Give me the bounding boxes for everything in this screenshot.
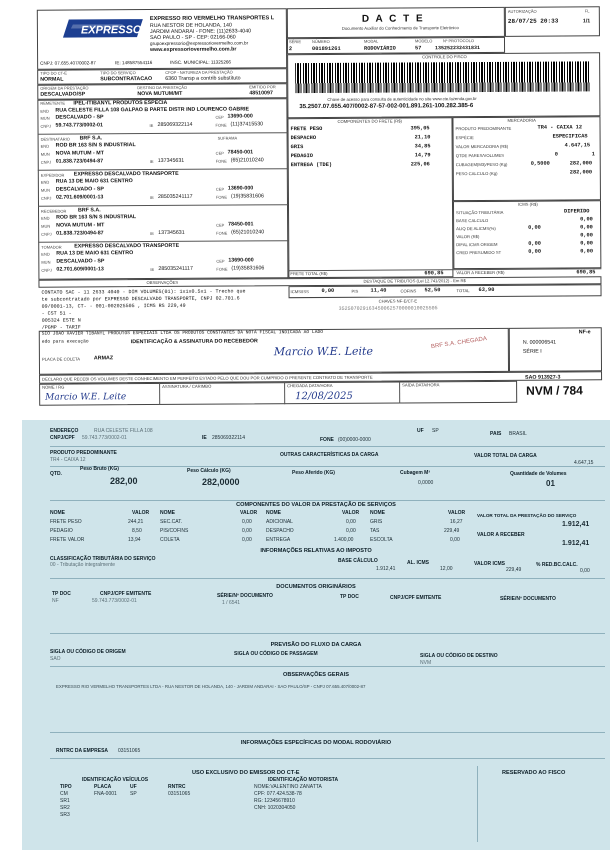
b-comp-cell: DESPACHO bbox=[266, 528, 294, 534]
b-valor-icms: 229,49 bbox=[506, 567, 522, 573]
base-calc: 0,00 bbox=[580, 216, 593, 223]
comp-name: DESPACHO bbox=[290, 135, 317, 142]
nota-fiscal2: edo para execução bbox=[41, 339, 89, 345]
folha: 1/1 bbox=[582, 18, 591, 25]
nfe-label: NF-e bbox=[578, 329, 591, 336]
placa: ARMAZ bbox=[93, 355, 114, 362]
b-classif: 00 - Tributação integralmente bbox=[50, 562, 116, 568]
b-comp-cell: 0,00 bbox=[242, 519, 252, 525]
b-comp-cell: 13,94 bbox=[128, 537, 141, 543]
b-docs-head: SÉRIE/Nº DOCUMENTO bbox=[217, 593, 273, 599]
b-docs-head: SÉRIE/Nº DOCUMENTO bbox=[500, 596, 556, 602]
cofins: 52,50 bbox=[424, 287, 441, 294]
b-veic-head: UF bbox=[130, 784, 137, 790]
destino: NOVA MUTUM/MT bbox=[137, 90, 183, 98]
b-comp-table bbox=[50, 510, 470, 550]
b-veic-cell: 03151065 bbox=[168, 791, 191, 797]
tomador-end: RUA 13 DE MAIO 631 CENTRO bbox=[56, 250, 134, 257]
b-endereco: RUA CELESTE FILLA 108 bbox=[94, 428, 153, 434]
situacao: DIFERIDO bbox=[564, 208, 590, 215]
recebedor-title: RECEBEDOR bbox=[41, 208, 67, 214]
b-comp-cell: PEDAGIO bbox=[50, 528, 73, 534]
b-comp-cell: COLETA bbox=[160, 537, 180, 543]
frete-total: 690,85 bbox=[424, 270, 444, 277]
chegada: 12/08/2025 bbox=[295, 390, 353, 403]
b-comp-cell: ENTREGA bbox=[266, 537, 291, 543]
b-comp-cell: 244,21 bbox=[128, 519, 144, 525]
b-comp-cell: 0,00 bbox=[346, 528, 356, 534]
recebedor-cep: 78450-001 bbox=[228, 221, 254, 228]
b-uso-title: USO EXCLUSIVO DO EMISSOR DO CT-E bbox=[192, 770, 300, 776]
b-comp-cell: 16,27 bbox=[450, 519, 463, 525]
company-cnpj: CNPJ: 07.655.407/0002-87 bbox=[40, 60, 96, 66]
b-mot-cpf: CPF: 077.424.538-78 bbox=[254, 791, 302, 797]
b-obs-title: OBSERVAÇÕES GERAIS bbox=[283, 672, 349, 678]
chave: 35.2507.07.655.407/0002-87-57-002-001.891.261-100.282.385-6 bbox=[299, 103, 474, 111]
obs-text4: - CST 51 - bbox=[41, 310, 72, 317]
b-rntrc-label: RNTRC DA EMPRESA bbox=[56, 748, 109, 754]
b-peso-aferido-label: Peso Aferido (KG) bbox=[292, 470, 335, 476]
origem: DESCALVADO/SP bbox=[40, 91, 86, 98]
b-qtd-label: QTD. bbox=[50, 471, 62, 477]
company-ie: IE: 148587554116 bbox=[115, 60, 153, 66]
signature: Marcio W.E. Leite bbox=[273, 344, 373, 359]
serie: 2 bbox=[289, 46, 293, 53]
destinatario-cnpj: 01.838.723/0494-87 bbox=[55, 158, 104, 165]
b-valor-total-carga-label: VALOR TOTAL DA CARGA bbox=[474, 453, 537, 459]
assinatura-label: ASSINATURA / CARIMBO bbox=[162, 383, 212, 389]
b-fone-label: FONE bbox=[320, 437, 334, 443]
b-modal-title: INFORMAÇÕES ESPECÍFICAS DO MODAL RODOVIÁRIO bbox=[240, 740, 392, 746]
serie-label: SÉRIE bbox=[288, 39, 302, 45]
b-valor-receber: 1.912,41 bbox=[562, 540, 590, 547]
b-comp-cell: ADICIONAL bbox=[266, 519, 293, 525]
b-peso-bruto: 282,00 bbox=[110, 476, 138, 486]
modelo-label: MODELO bbox=[414, 38, 433, 44]
b-comp-cell: ESCOLTA bbox=[370, 537, 393, 543]
cfop: 6360 Transp a contrib substituto bbox=[165, 75, 241, 82]
logo-text: EXPRESSO bbox=[80, 24, 142, 37]
comp-name: FRETE PESO bbox=[290, 125, 323, 133]
recebedor-nome: BRF S.A. bbox=[78, 207, 101, 214]
cubagem-label: CUBAGEM(M3)/PESO (Kg) bbox=[455, 161, 508, 168]
b-comp-cell: 0,00 bbox=[450, 537, 460, 543]
aliq-value: 0,00 bbox=[580, 224, 593, 231]
b-fluxo-title: PREVISÃO DO FLUXO DA CARGA bbox=[270, 642, 362, 648]
company-name: EXPRESSO RIO VERMELHO TRANSPORTES L bbox=[149, 15, 275, 23]
controle-fisco: CONTROLE DO FISCO bbox=[422, 54, 467, 60]
obs-text5: 005324 ESTE N bbox=[41, 317, 81, 324]
cred-a: 0,00 bbox=[528, 248, 542, 255]
tomador-fone: (19)35831606 bbox=[231, 265, 265, 272]
b-red-label: % RED.BC.CALC. bbox=[536, 562, 578, 568]
nfe-serie: SÉRIE I bbox=[522, 348, 542, 355]
b-veic-cell: SR1 bbox=[60, 798, 70, 804]
b-comp-cell: FRETE VALOR bbox=[50, 537, 85, 543]
destinatario-ie: 137345631 bbox=[157, 157, 185, 164]
nome-rg-label: NOME / RG bbox=[42, 384, 65, 390]
b-comp-head: VALOR bbox=[132, 510, 150, 516]
b-produto-label: PRODUTO PREDOMINANTE bbox=[50, 450, 117, 456]
remetente-nome: IPEL-ITIBANYL PRODUTOS ESPECIA bbox=[73, 99, 168, 107]
base-calc-label: BASE CALCULO bbox=[456, 217, 489, 224]
b-valor-total-carga: 4.647,15 bbox=[574, 460, 594, 466]
comp-value: 225,06 bbox=[410, 161, 430, 168]
company-address1: RUA NESTOR DE HOLANDA, 140 bbox=[149, 22, 232, 30]
tomador-nome: EXPRESSO DESCALVADO TRANSPORTE bbox=[74, 242, 180, 250]
b-classif-label: CLASSIFICAÇÃO TRIBUTÁRIA DO SERVIÇO bbox=[50, 556, 156, 562]
desc-a: 0,00 bbox=[528, 240, 541, 247]
b-ie: 285069322114 bbox=[212, 435, 245, 441]
obs-title: OBSERVAÇÕES bbox=[146, 279, 179, 286]
b-ie-label: IE bbox=[202, 435, 207, 441]
b-veic-cell: FNA-0001 bbox=[94, 791, 117, 797]
b-peso-calc: 282,0000 bbox=[202, 477, 240, 487]
aliq-label: ALIQ DE ALICMS(%) bbox=[456, 225, 496, 232]
b-comp-head: NOME bbox=[160, 510, 175, 516]
pis: 11,40 bbox=[370, 287, 387, 294]
b-fluxo-origem-label: SIGLA OU CÓDIGO DE ORIGEM bbox=[50, 649, 126, 655]
b-comp-head: VALOR bbox=[342, 510, 360, 516]
qtde-label: QTDE PARES/VOLUMES bbox=[455, 152, 505, 159]
b-cubagem: 0,0000 bbox=[418, 480, 434, 486]
b-comp-head: VALOR bbox=[448, 510, 466, 516]
tomador-ie: 285035241117 bbox=[158, 265, 193, 272]
icms-title: ICMS (R$) bbox=[517, 201, 538, 207]
chegada-label: CHEGADA DATA/HORA bbox=[287, 382, 333, 389]
especie-label: ESPÉCIE bbox=[455, 135, 474, 141]
frete-total-label: FRETE TOTAL (R$) bbox=[290, 270, 328, 277]
b-comp-head: VALOR bbox=[240, 510, 258, 516]
tributos-row bbox=[288, 284, 601, 298]
b-base-calc: 1.912,41 bbox=[376, 566, 396, 572]
total: 63,90 bbox=[478, 286, 495, 294]
dacte-subtitle: Documento Auxiliar do Conhecimento de Transporte Eletrônico bbox=[341, 25, 459, 31]
emitido-label: EMITIDO POR bbox=[249, 84, 276, 90]
valor-icms-label: VALOR (R$) bbox=[456, 234, 480, 240]
b-pais: BRASIL bbox=[509, 431, 527, 437]
b-docs-cell: 59.743.773/0002-01 bbox=[92, 598, 137, 604]
nome-rg: Marcio W.E. Leite bbox=[45, 392, 127, 403]
remetente-ie: 285069322114 bbox=[157, 121, 193, 128]
tipo-cte: NORMAL bbox=[40, 76, 64, 83]
tomador-cnpj: 02.701.609/0001-13 bbox=[56, 266, 104, 273]
especie: ESPECIFICAS bbox=[552, 133, 588, 140]
recebedor-cnpj: 01.838.723/0494-87 bbox=[56, 230, 104, 237]
b-comp-title: COMPONENTES DO VALOR DA PRESTAÇÃO DE SERVIÇOS bbox=[236, 502, 396, 508]
b-veic-head: TIPO bbox=[60, 784, 72, 790]
autorizacao: 28/07/25 20:33 bbox=[507, 17, 559, 25]
declaro: DECLARO QUE RECEBI OS VOLUMES DESTE CONHECIMENTO EM PERFEITO ESTADO PELO QUE DOU POR CUMPRIDO O PRESENTE CONTRATO DE TRANSPORTE bbox=[42, 374, 373, 382]
obs-text6: /PGMP - TARIF bbox=[41, 324, 81, 331]
destinatario-nome: BRF S.A. bbox=[79, 135, 103, 142]
nfe-num: N. 000006541 bbox=[522, 339, 557, 346]
b-fone: (00)0000-0000 bbox=[338, 437, 371, 443]
b-comp-cell: 0,00 bbox=[242, 528, 252, 534]
qtde-b: 1 bbox=[591, 151, 595, 158]
b-uf-label: UF bbox=[417, 428, 424, 434]
modelo: 57 bbox=[415, 45, 422, 52]
b-obs-text: EXPRESSO RIO VERMELHO TRANSPORTES LTDA - RUA NESTOR DE HOLANDA, 140 - JARDIM ANDARAI - SAO PAULO/SP - CNPJ 07.655.407/0002-87 bbox=[56, 684, 366, 689]
recebedor-ie: 137345631 bbox=[158, 229, 185, 236]
b-comp-cell: 0,00 bbox=[346, 519, 356, 525]
modal: RODOVIÁRIO bbox=[364, 45, 396, 52]
emitido: 48510097 bbox=[249, 90, 273, 97]
b-docs-cell: 1 / 6541 bbox=[222, 600, 241, 606]
b-docs-head: TP DOC bbox=[52, 591, 71, 597]
tomador-cep: 13690-000 bbox=[228, 257, 254, 264]
recebedor-mun: NOVA MUTUM - MT bbox=[56, 222, 105, 229]
b-cnpj: 59.743.773/0002-01 bbox=[82, 435, 127, 441]
remetente-cnpj: 59.743.773/0002-01 bbox=[55, 122, 103, 129]
b-produto: TR4 - CAIXA 12 bbox=[50, 457, 86, 463]
valor-icms: 0,00 bbox=[580, 232, 593, 239]
company-address2: JARDIM ANDARAI - FONE: (11)2633-4040 bbox=[149, 28, 252, 36]
expedidor-end: RUA 13 DE MAIO 631 CENTRO bbox=[55, 178, 133, 185]
nvm-code: NVM / 784 bbox=[526, 383, 583, 398]
destinatario-cep: 78450-001 bbox=[227, 149, 254, 156]
b-comp-cell: 1.400,00 bbox=[334, 537, 354, 543]
tipo-servico: SUBCONTRATACAO bbox=[100, 76, 153, 83]
mercadoria-title: MERCADORIA bbox=[507, 117, 536, 123]
expedidor-mun: DESCALVADO - SP bbox=[55, 186, 104, 193]
b-endereco-label: ENDEREÇO bbox=[50, 428, 79, 434]
expedidor-cnpj: 02.701.609/0001-13 bbox=[55, 194, 104, 201]
valor-receber-label: VALOR A RECEBER (R$) bbox=[456, 269, 505, 276]
desc-b: 0,00 bbox=[580, 240, 593, 247]
modal-label: MODAL bbox=[363, 38, 379, 44]
total-label: TOTAL bbox=[456, 288, 470, 294]
b-comp-cell: PIS/COFINS bbox=[160, 528, 189, 534]
dacte-document: EXPRESSO EXPRESSO RIO VERMELHO TRANSPORTES L RUA NESTOR DE HOLANDA, 140 JARDIM ANDARAI - FONE: (11)2633-4040 SAO PAULO - SP - CEP: 02166-060 grupoexpressorio@expressoriovermelho.com.br www.expressoriovermelho.com.br CNPJ: 07.655.407/0002-87 IE: 148587554116 INSC. MUNICIPAL: 11325266 TIPO DO CT-E NORMAL TIPO DO SERVIÇO SUBCONTRATACAO CFOP - NATUREZA DA PRESTAÇÃO 6360 Transp a contrib substituto ORIGEM DA PRESTAÇÃO DESCALVADO/SP DESTINO DA PRESTAÇÃO NOVA MUTUM/MT EMITIDO POR 48510097 D A C T E Documento Auxiliar do Conhecimento de Transporte Eletrônico SÉRIE 2 NÚMERO 001891261 MODAL RODOVIÁRIO MODELO 57 Nº PROTOCOLO 135252232431831 AUTORIZAÇÃO 28/07/25 20:33 FL 1/1 CONTROLE DO FISCO Chave de acesso para consulta de autenticidade no site www.cte.fazenda.gov.br 35.2507.07.655.407/0002-87-57-002-001.891.261-100.282.385-6 REMETENTE IPEL-ITIBANYL PRODUTOS ESPECIA END RUA CELESTE FILLA 108 GALPAO B PARTE DISTR IND LOURENCO GABRIE MUN DESCALVADO - SP CEP 13690-000 CNPJ 59.743.773/0002-01 IE 285069322114 FONE (11)37415530 DESTINATÁRIO BRF S.A. SUFRAMA END ROD BR 163 S/N S INDUSTRIAL MUN NOVA MUTUM - MT CEP 78450-001 CNPJ 01.838.723/0494-87 IE 137345631 FONE (65)21010240 EXPEDIDOR EXPRESSO DESCALVADO TRANSPORTE END RUA 13 DE MAIO 631 CENTRO MUN DESCALVADO - SP CEP 13690-000 CNPJ 02.701.609/0001-13 IE 285035241117 FONE (19)35831606 RECEBEDOR BRF S.A. END ROD BR 163 S/N S INDUSTRIAL MUN NOVA MUTUM - MT CEP 78450-001 CNPJ 01.838.723/0494-87 IE 137345631 FONE (65)21010240 TOMADOR EXPRESSO DESCALVADO TRANSPORTE END RUA 13 DE MAIO 631 CENTRO MUN DESCALVADO - SP CEP 13690-000 CNPJ 02.701.609/0001-13 IE 285035241117 FONE (19)35831606 COMPONENTES DO FRETE (R$) FRETE PESO 395,05 DESPACHO 21,10 GRIS 34,85 PEDAGIO 14,79 ENTREGA (TDE) 225,06 FRETE TOTAL (R$) 690,85 VALOR A RECEBER (R$) 690,85 MERCADORIA PRODUTO PREDOMINANTE TR4 - CAIXA 12 ESPÉCIE ESPECIFICAS VALOR MERCADORIA (R$) 4.647,15 QTDE PARES/VOLUMES 0 1 CUBAGEM(M3)/PESO (Kg) 0,5000 282,000 PESO CALCULO (Kg) 282,000 ICMS (R$) SITUAÇÃO TRIBUTÁRIA DIFERIDO BASE CALCULO 0,00 ALIQ DE ALICMS(%) 0,00 0,00 VALOR (R$) 0,00 DIFAL ICMS ORIGEM 0,00 0,00 CRED PRESUMIDO ST 0,00 0,00 OBSERVAÇÕES DESTAQUE DE TRIBUTOS (Lei 12.741/2012) - Em R$ ICMS/ISS 0,00 PIS 11,40 COFINS 52,50 TOTAL 63,90 CHAVES NF-E/CT-E 352507029163450062570000010025505 CONTATO SAC - 11 2633 4040 - DIM VOLUMES(01): 1x1x0.5x1 - Trecho que te subcontratado por EXPRESSO DESCALVADO TRANSPORTE, CNPJ 02.701.6 09/0001-13, CT- - 001-002025505 , ICMS RS 229,49 - CST 51 - 005324 ESTE N /PGMP - TARIF SIO JOAO XAVIER TIBANYL PRODUTOS ESPECIAIS LTDA OS PRODUTOS CONSTANTES DA NOTA FISCAL INDICADA AO LADO edo para execução IDENTIFICAÇÃO & ASSINATURA DO RECEBEDOR PLACA DE COLETA ARMAZ Marcio W.E. Leite BRF S.A. CHEGADA NF-e N. 000006541 SÉRIE I DECLARO QUE RECEBI OS VOLUMES DESTE CONHECIMENTO EM PERFEITO ESTADO PELO QUE DOU POR CUMPRIDO O PRESENTE CONTRATO DE TRANSPORTE NOME / RG Marcio W.E. Leite ASSINATURA / CARIMBO CHEGADA DATA/HORA 12/08/2025 SAÍDA DATA/HORA SAO 913927-3 NVM / 784 bbox=[37, 6, 602, 405]
b-cnpj-label: CNPJ/CPF bbox=[50, 435, 75, 441]
expedidor-title: EXPEDIDOR bbox=[40, 172, 65, 178]
b-qtde-vol: 01 bbox=[546, 479, 555, 488]
b-qtde-vol-label: Quantidade de Volumes bbox=[510, 471, 567, 477]
cubagem: 0,5000 bbox=[530, 160, 550, 167]
cfop-label: CFOP - NATUREZA DA PRESTAÇÃO bbox=[165, 69, 233, 75]
b-mot-nome: NOME:VALENTINO ZANATTA bbox=[254, 784, 322, 790]
company-logo bbox=[63, 15, 147, 42]
sao-code: SAO 913927-3 bbox=[525, 374, 561, 381]
destinatario-mun: NOVA MUTUM - MT bbox=[55, 150, 104, 157]
b-ident-veic-label: IDENTIFICAÇÃO VEÍCULOS bbox=[82, 777, 149, 783]
produto: TR4 - CAIXA 12 bbox=[537, 124, 583, 131]
b-veic-cell: CM bbox=[60, 791, 68, 797]
destinatario-end: ROD BR 163 S/N S INDUSTRIAL bbox=[55, 142, 136, 149]
comp-value: 34,85 bbox=[414, 143, 431, 150]
dacte-second-copy bbox=[22, 420, 610, 850]
b-ident-mot-label: IDENTIFICAÇÃO MOTORISTA bbox=[268, 777, 339, 783]
comp-name: ENTREGA (TDE) bbox=[290, 161, 333, 169]
valor-receber: 690,85 bbox=[576, 269, 596, 276]
obs-text1: CONTATO SAC - 11 2633 4040 - DIM VOLUMES(01): 1x1x0.5x1 - Trecho que bbox=[41, 288, 246, 296]
tipo-row bbox=[37, 68, 287, 85]
b-uf: SP bbox=[432, 428, 439, 434]
numero-label: NÚMERO bbox=[311, 38, 330, 45]
b-peso-bruto-label: Peso Bruto (KG) bbox=[80, 466, 119, 472]
tipo-cte-label: TIPO DO CT-E bbox=[40, 70, 67, 76]
desc-label: DIFAL ICMS ORIGEM bbox=[456, 241, 498, 248]
dacte-title: D A C T E bbox=[361, 13, 425, 25]
comp-value: 14,79 bbox=[414, 152, 431, 159]
b-reservado-title: RESERVADO AO FISCO bbox=[502, 770, 566, 776]
b-veic-head: PLACA bbox=[94, 784, 112, 790]
remetente-cep: 13690-000 bbox=[227, 113, 253, 120]
destino-label: DESTINO DA PRESTAÇÃO bbox=[137, 84, 188, 91]
tipo-servico-label: TIPO DO SERVIÇO bbox=[100, 70, 136, 76]
componentes-box bbox=[287, 117, 453, 278]
b-valor-total-prest: 1.912,41 bbox=[562, 521, 590, 528]
b-docs-head: CNPJ/CPF EMITENTE bbox=[100, 591, 152, 597]
componentes-title: COMPONENTES DO FRETE (R$) bbox=[337, 118, 402, 124]
icms-row: 0,00 bbox=[321, 287, 335, 294]
b-pais-label: PAIS bbox=[490, 431, 502, 437]
protocolo-label: Nº PROTOCOLO bbox=[442, 38, 474, 44]
protocolo: 135252232431831 bbox=[435, 45, 481, 52]
peso-cubagem: 282,000 bbox=[569, 160, 593, 167]
b-veic-cell: SR3 bbox=[60, 812, 70, 818]
b-comp-cell: TAS bbox=[370, 528, 380, 534]
icms-row-label: ICMS/ISS bbox=[290, 289, 309, 295]
comp-name: PEDAGIO bbox=[290, 153, 313, 160]
b-veic-head: RNTRC bbox=[168, 784, 186, 790]
b-comp-cell: SEC.CAT. bbox=[160, 519, 183, 525]
b-comp-head: NOME bbox=[50, 510, 65, 516]
tomador-mun: DESCALVADO - SP bbox=[56, 258, 105, 265]
b-valor-total-prest-label: VALOR TOTAL DA PRESTAÇÃO DO SERVIÇO bbox=[477, 513, 577, 518]
b-red: 0,00 bbox=[580, 568, 590, 574]
access-key-barcode bbox=[295, 61, 590, 93]
folha-label: FL bbox=[584, 8, 590, 14]
cred-b: 0,00 bbox=[580, 248, 594, 255]
destinatario-title: DESTINATÁRIO bbox=[40, 136, 70, 142]
b-veic-cell: SP bbox=[130, 791, 137, 797]
b-valor-receber-label: VALOR A RECEBER bbox=[477, 532, 525, 538]
receipt-stamp: BRF S.A. CHEGADA bbox=[430, 336, 488, 351]
b-docs-head: CNPJ/CPF EMITENTE bbox=[390, 595, 442, 601]
destinatario-suframa: SUFRAMA bbox=[217, 135, 238, 141]
peso-calc: 282,000 bbox=[569, 169, 593, 176]
placa-label: PLACA DE COLETA bbox=[41, 356, 81, 362]
saida-label: SAÍDA DATA/HORA bbox=[402, 382, 440, 388]
b-mot-cnh: CNH: 1020304050 bbox=[254, 805, 296, 811]
b-peso-calc-label: Peso Cálculo (KG) bbox=[187, 468, 231, 474]
b-comp-cell: 229,49 bbox=[444, 528, 460, 534]
b-imposto-title: INFORMAÇÕES RELATIVAS AO IMPOSTO bbox=[260, 548, 372, 554]
expedidor-cep: 13690-000 bbox=[227, 185, 254, 192]
b-base-calc-label: BASE CÁLCULO bbox=[338, 558, 378, 564]
situacao-label: SITUAÇÃO TRIBUTÁRIA bbox=[456, 209, 504, 216]
remetente-mun: DESCALVADO - SP bbox=[55, 114, 104, 121]
chave-label: Chave de acesso para consulta de autenticidade no site www.cte.fazenda.gov.br bbox=[327, 96, 477, 102]
company-email: grupoexpressorio@expressoriovermelho.com.br bbox=[149, 40, 249, 47]
company-address3: SAO PAULO - SP - CEP: 02166-060 bbox=[149, 34, 236, 42]
valor-merc: 4.647,15 bbox=[564, 142, 591, 149]
comp-name: GRIS bbox=[290, 144, 304, 151]
b-fluxo-destino: NVM bbox=[420, 660, 432, 666]
peso-calc-label: PESO CALCULO (Kg) bbox=[455, 170, 498, 177]
b-comp-head: NOME bbox=[266, 510, 281, 516]
b-aliq: 12,00 bbox=[440, 566, 453, 572]
b-docs-title: DOCUMENTOS ORIGINÁRIOS bbox=[276, 584, 356, 590]
b-fluxo-origem: SAO bbox=[50, 656, 61, 662]
remetente-fone: (11)37415530 bbox=[230, 121, 264, 128]
tributos-label: DESTAQUE DE TRIBUTOS (Lei 12.741/2012) - Em R$ bbox=[363, 278, 466, 284]
b-aliq-label: AL. ICMS bbox=[407, 560, 429, 566]
produto-label: PRODUTO PREDOMINANTE bbox=[455, 125, 512, 132]
numero: 001891261 bbox=[312, 45, 341, 53]
cofins-label: COFINS bbox=[400, 288, 417, 294]
nota-fiscal: SIO JOAO XAVIER TIBANYL PRODUTOS ESPECIAIS LTDA OS PRODUTOS CONSTANTES DA NOTA FISCAL INDICADA AO LADO bbox=[41, 329, 323, 337]
b-comp-cell: 0,00 bbox=[242, 537, 252, 543]
b-outras-label: OUTRAS CARACTERÍSTICAS DA CARGA bbox=[280, 452, 379, 458]
b-docs-head: TP DOC bbox=[340, 594, 359, 600]
expedidor-ie: 285035241117 bbox=[157, 193, 193, 200]
b-fluxo-passagem-label: SIGLA OU CÓDIGO DE PASSAGEM bbox=[234, 651, 318, 657]
valor-merc-label: VALOR MERCADORIA (R$) bbox=[455, 143, 509, 150]
b-mot-rg: RG: 12345678910 bbox=[254, 798, 295, 804]
b-comp-head: NOME bbox=[370, 510, 385, 516]
recebedor-fone: (65)21010240 bbox=[231, 229, 265, 236]
b-valor-icms-label: VALOR ICMS bbox=[474, 561, 506, 567]
b-comp-cell: 8,50 bbox=[132, 528, 142, 534]
company-site: www.expressoriovermelho.com.br bbox=[150, 46, 237, 54]
b-rntrc: 03151065 bbox=[118, 748, 141, 754]
b-comp-cell: FRETE PESO bbox=[50, 519, 82, 525]
destinatario-fone: (65)21010240 bbox=[230, 157, 264, 164]
comp-value: 395,05 bbox=[410, 125, 430, 132]
b-comp-cell: GRIS bbox=[370, 519, 383, 525]
cred-label: CRED PRESUMIDO ST bbox=[456, 249, 502, 256]
aliq: 0,00 bbox=[528, 224, 541, 231]
b-fluxo-destino-label: SIGLA OU CÓDIGO DE DESTINO bbox=[420, 653, 498, 659]
qtde-a: 0 bbox=[554, 151, 558, 158]
pis-label: PIS bbox=[351, 288, 359, 294]
origem-label: ORIGEM DA PRESTAÇÃO bbox=[40, 85, 89, 91]
b-docs-cell: NF bbox=[52, 598, 59, 604]
ident-label: IDENTIFICAÇÃO & ASSINATURA DO RECEBEDOR bbox=[130, 338, 258, 346]
comp-value: 21,10 bbox=[414, 134, 431, 141]
expedidor-nome: EXPRESSO DESCALVADO TRANSPORTE bbox=[73, 170, 179, 178]
company-im: INSC. MUNICIPAL: 11325266 bbox=[170, 59, 231, 65]
autorizacao-label: AUTORIZAÇÃO bbox=[507, 8, 537, 14]
recebedor-end: ROD BR 163 S/N S INDUSTRIAL bbox=[56, 214, 137, 221]
remetente-end: RUA CELESTE FILLA 108 GALPAO B PARTE DISTR IND LOURENCO GABRIE bbox=[55, 106, 250, 114]
tomador-title: TOMADOR bbox=[41, 244, 62, 250]
obs-text3: 09/0001-13, CT- - 001-002025505 , ICMS RS 229,49 bbox=[41, 302, 186, 310]
expedidor-fone: (19)35831606 bbox=[230, 193, 264, 200]
obs-text2: te subcontratado por EXPRESSO DESCALVADO TRANSPORTE, CNPJ 02.701.6 bbox=[41, 295, 240, 303]
remetente-title: REMETENTE bbox=[40, 100, 66, 106]
chaves-label: CHAVES NF-E/CT-E bbox=[378, 298, 418, 304]
b-cubagem-label: Cubagem M³ bbox=[400, 470, 430, 476]
b-veic-cell: SR2 bbox=[60, 805, 70, 811]
chave-nfe: 352507029163450062570000010025505 bbox=[338, 305, 438, 312]
